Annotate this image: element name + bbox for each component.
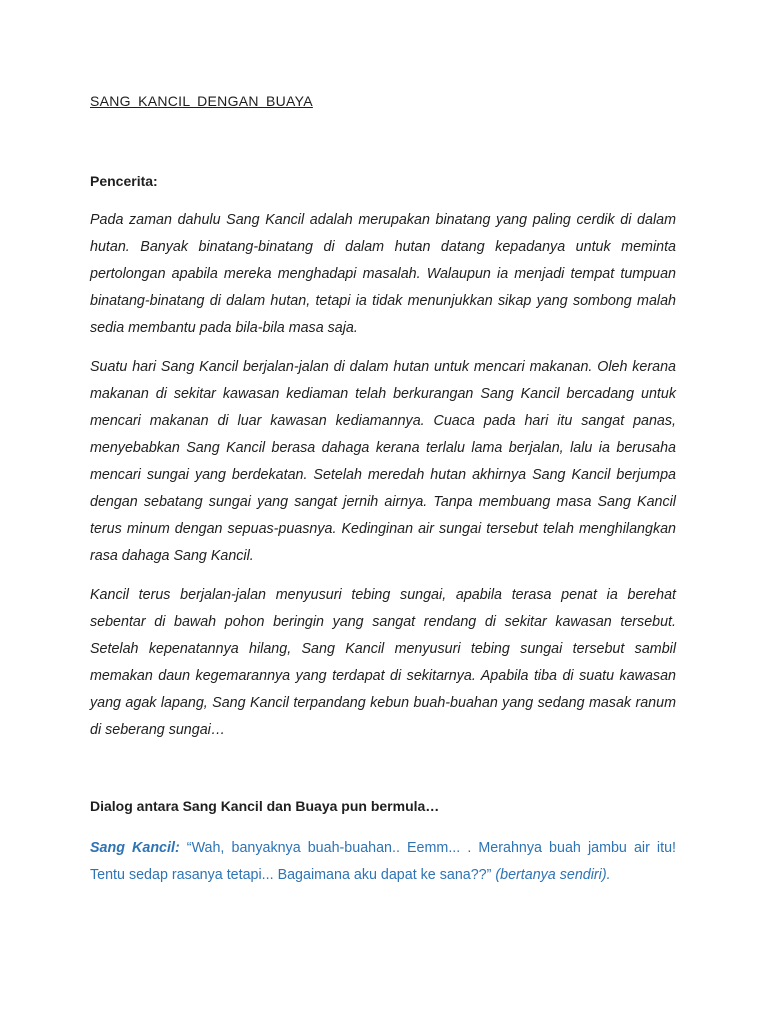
- document-title: SANG KANCIL DENGAN BUAYA: [90, 93, 313, 109]
- narrator-label: Pencerita:: [90, 173, 158, 189]
- dialog-text: “Wah, banyaknya buah-buahan.. Eemm... . Merahnya buah jambu air itu! Tentu sedap rasanya tetapi... Bagaimana aku dapat ke sana??”: [90, 840, 677, 883]
- paragraph-3: Kancil terus berjalan-jalan menyusuri tebing sungai, apabila terasa penat ia berehat sebentar di bawah pohon beringin yang sangat rendang di sekitar kawasan tersebut. Setelah kepenatannya hilang, Sang Kancil menyusuri tebing sungai tersebut sambil memakan daun kegemarannya yang terdapat di sekitarnya. Apabila tiba di suatu kawasan yang agak lapang, Sang Kancil terpandang kebun buah-buahan yang sedang masak ranum di seberang sungai…: [90, 587, 676, 738]
- paragraph-2: Suatu hari Sang Kancil berjalan-jalan di dalam hutan untuk mencari makanan. Oleh kerana makanan di sekitar kawasan kediaman telah berkurangan Sang Kancil bercadang untuk mencari makanan di luar kawasan kediamannya. Cuaca pada hari itu sangat panas, menyebabkan Sang Kancil berasa dahaga kerana terlalu lama berjalan, lalu ia berusaha mencari sungai yang berdekatan. Setelah meredah hutan akhirnya Sang Kancil berjumpa dengan sebatang sungai yang sangat jernih airnya. Tanpa membuang masa Sang Kancil terus minum dengan sepuas-puasnya. Kedinginan air sungai tersebut telah menghilangkan rasa dahaga Sang Kancil.: [90, 359, 676, 564]
- paragraph-1: Pada zaman dahulu Sang Kancil adalah merupakan binatang yang paling cerdik di dalam hutan. Banyak binatang-binatang di dalam hutan datang kepadanya untuk meminta pertolongan apabila mereka menghadapi masalah. Walaupun ia menjadi tempat tumpuan binatang-binatang di dalam hutan, tetapi ia tidak menunjukkan sikap yang sombong malah sedia membantu pada bila-bila masa saja.: [90, 212, 676, 336]
- dialog-speaker: Sang Kancil:: [90, 840, 180, 856]
- dialog-aside: (bertanya sendiri).: [495, 867, 611, 883]
- dialog-line: [90, 835, 676, 889]
- dialog-heading: Dialog antara Sang Kancil dan Buaya pun bermula…: [90, 798, 440, 814]
